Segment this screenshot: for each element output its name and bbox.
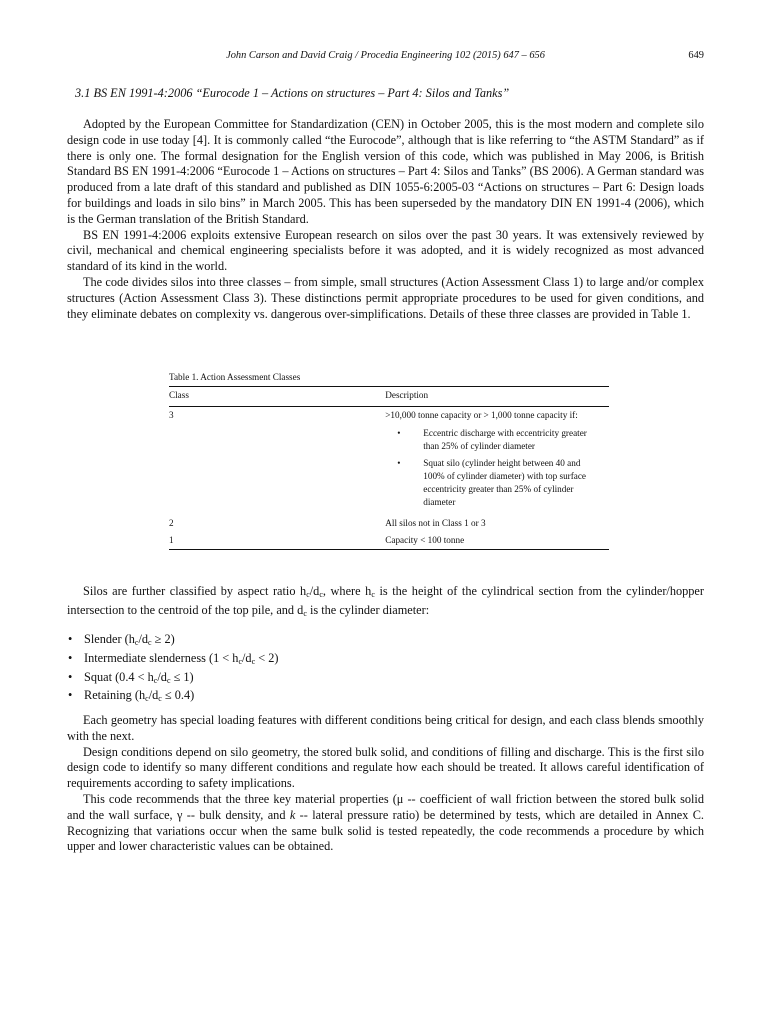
paragraph: The code divides silos into three classes – from simple, small structures (Action Assessment Class 1) to large and/or complex structures (Action Assessment Class 3). These distinctions permit appropriate procedures to be used for given conditions, and they eliminate debates on complexity vs. dangerous over-simplifications. Details of these three classes are provided in Table 1. (67, 274, 704, 321)
subscript: c (371, 590, 375, 599)
bullet-icon: • (68, 688, 73, 703)
page-number: 649 (688, 50, 704, 61)
text-run: /d (157, 669, 167, 684)
paragraph (67, 584, 704, 622)
text-run: is the cylinder diameter: (306, 602, 430, 617)
bullet-icon: • (397, 458, 401, 468)
table (169, 386, 609, 550)
list-item (67, 651, 278, 670)
paragraph (67, 792, 704, 855)
text-run: This code recommends that the three key material properties (μ -- coefficient of wall friction between the stored bulk solid and the wall surface, γ -- bulk density, and (67, 791, 704, 822)
subscript: c (166, 675, 171, 685)
section-title: 3.1 BS EN 1991-4:2006 “Eurocode 1 – Actions on structures – Part 4: Silos and Tanks” (75, 86, 510, 100)
column-header-description: Description (385, 387, 609, 407)
text-run: Intermediate slenderness (1 < h (84, 650, 239, 665)
paragraph: BS EN 1991-4:2006 exploits extensive European research on silos over the past 30 years. It was extensively reviewed by civil, mechanical and chemical engineering specialists before it was adopted, and it is widely recognized as most advanced standard of its kind in the world. (67, 227, 704, 274)
running-title: John Carson and David Craig / Procedia Engineering 102 (2015) 647 – 656 (226, 50, 545, 61)
text-run: is the height of the cylindrical section from the cylinder/hopper intersection to the centroid of the top pile, and d (67, 584, 704, 617)
table-row (169, 407, 609, 516)
text-run: -- lateral pressure ratio) be determined by tests, which are detailed in Annex C. Recognizing that variations occur when the same bulk solid is tested repeatedly, the code recommends a procedure by which upper and lower characteristic values can be obtained. (67, 807, 704, 854)
condition-item (385, 457, 601, 509)
list-item (67, 670, 278, 689)
class-cell: 3 (169, 410, 174, 420)
bullet-icon: • (397, 428, 401, 438)
text-run: Squat (0.4 < h (84, 669, 154, 684)
subscript: c (134, 638, 139, 647)
symbol-k: k (289, 807, 296, 822)
list-item (67, 688, 278, 707)
text-run: Silos are further classified by aspect ratio h (83, 584, 307, 598)
silo-category-list (67, 632, 278, 707)
subscript: c (158, 694, 162, 704)
paragraph: Each geometry has special loading features with different conditions being critical for design, and each class blends smoothly with the next. (67, 713, 704, 743)
intro-text (67, 117, 704, 322)
subscript: c (145, 694, 149, 704)
text-run: /d (242, 650, 252, 665)
condition-text: Squat silo (cylinder height between 40 and 100% of cylinder diameter) with top surface eccentricity greater than 25% of cylinder diameter (423, 458, 587, 507)
text-run: ≤ 0.4) (161, 688, 195, 703)
subscript: c (251, 656, 256, 666)
list-item (67, 632, 278, 651)
text-run: , where h (322, 584, 372, 598)
subscript: c (238, 656, 243, 666)
table-row (169, 515, 609, 532)
subscript: c (148, 638, 152, 647)
condition-text: Eccentric discharge with eccentricity greater than 25% of cylinder diameter (423, 428, 587, 451)
paragraph: Design conditions depend on silo geometry, the stored bulk solid, and conditions of filling and discharge. This is the first silo design code to identify so many different conditions and regulate how each should be treated. It allows careful identification of requirements according to safety implications. (67, 744, 704, 791)
subscript: c (306, 590, 310, 599)
bullet-icon: • (68, 650, 73, 665)
text-run: < 2) (255, 650, 279, 665)
description-text: >10,000 tonne capacity or > 1,000 tonne capacity if: (385, 410, 578, 420)
closing-text (67, 713, 704, 855)
text-run: /d (148, 688, 159, 703)
column-header-class: Class (169, 387, 385, 407)
table-caption: Table 1. Action Assessment Classes (169, 372, 301, 382)
subscript: c (153, 675, 158, 685)
subscript: c (319, 590, 323, 599)
text-run: Slender (h (84, 632, 135, 646)
aspect-ratio-text (67, 584, 704, 622)
description-cell (385, 407, 609, 516)
description-cell: Capacity < 100 tonne (385, 532, 609, 550)
class-cell: 1 (169, 532, 385, 550)
condition-item (385, 427, 601, 453)
subscript: c (303, 608, 307, 618)
bullet-icon: • (68, 632, 73, 646)
action-classes-table (169, 372, 609, 550)
bullet-icon: • (68, 669, 73, 684)
text-run: ≤ 1) (170, 669, 194, 684)
description-cell: All silos not in Class 1 or 3 (385, 518, 486, 528)
table-header-row (169, 387, 609, 407)
text-run: Retaining (h (84, 688, 146, 703)
paragraph: Adopted by the European Committee for Standardization (CEN) in October 2005, this is the most modern and complete silo design code in use today [4]. It is commonly called “the Eurocode”, although that is like referring to “the ASTM Standard” as if there is only one. The formal designation for the English version of this code, which was published in May 2006, is British Standard BS EN 1991-4:2006 “Eurocode 1 – Actions on structures – Part 4: Silos and Tanks” (BS 2006). A German standard was produced from a late draft of this standard and published as DIN 1055-6:2005-03 “Actions on structures – Part 6: Design loads for buildings and loads in silo bins” in March 2005. This has been superseded by the mandatory DIN EN 1991-4 (2006), which is the German translation of the British Standard. (67, 117, 704, 226)
text-run: /d (138, 632, 149, 646)
table-row (169, 532, 609, 550)
condition-list (385, 427, 601, 509)
text-run: ≥ 2) (151, 632, 175, 646)
text-run: /d (309, 584, 320, 598)
running-head (67, 50, 704, 61)
class-cell: 2 (169, 518, 174, 528)
